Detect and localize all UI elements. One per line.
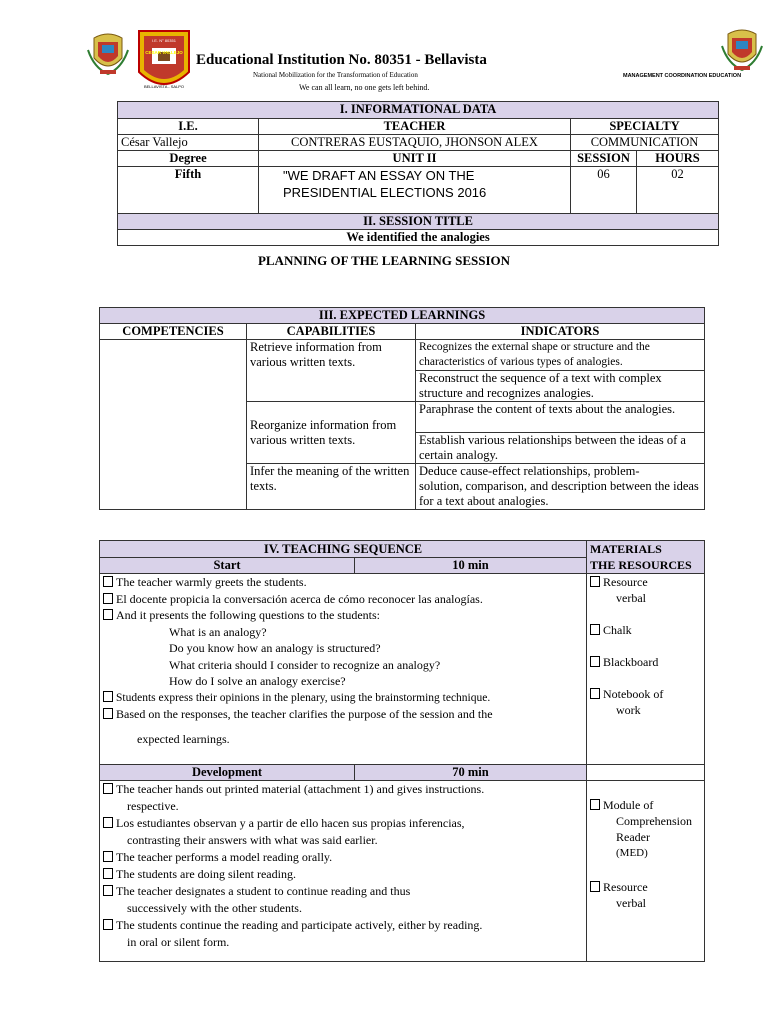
material-module: Module of [590,797,701,813]
school-logo-text-bottom: BELLAVISTA - SALPO [143,84,185,89]
col-session: SESSION [571,151,637,167]
start-content [100,574,587,765]
session-title-value: We identified the analogies [118,230,719,246]
school-logo-text-mid: CESAR VALLEJO [145,50,183,55]
col-indicators: INDICATORS [416,324,705,340]
unit-title-line-1: "WE DRAFT AN ESSAY ON THE [283,168,475,183]
checkbox-icon [103,868,113,879]
indicator-4: Establish various relationships between the ideas of a certain analogy. [416,433,705,464]
left-crest-logo [86,28,130,78]
section-informational-data: I. INFORMATIONAL DATA [118,102,719,119]
expected-learnings-table [99,307,705,510]
capability-2: Reorganize information from various written texts. [247,402,416,464]
indicator-5-line-2: solution, comparison, and description between the ideas for a text about analogies. [419,479,699,508]
indicator-2: Reconstruct the sequence of a text with complex structure and recognizes analogies. [416,371,705,402]
col-ie: I.E. [118,119,259,135]
management-label: MANAGEMENT COORDINATION EDUCATION [623,73,742,79]
indicator-5 [416,464,705,510]
unit-title-line-2: PRESIDENTIAL ELECTIONS 2016 [283,185,487,200]
material-reader: Reader [616,830,650,844]
material-blackboard: Blackboard [590,654,701,670]
start-item-1: The teacher warmly greets the students. [103,574,583,591]
institution-title: Educational Institution No. 80351 - Bellavista [196,52,487,68]
start-time: 10 min [355,558,587,574]
material-med: (MED) [616,847,648,859]
col-hours: HOURS [637,151,719,167]
dev-item-6-cont: in oral or silent form. [127,935,230,949]
checkbox-icon [103,817,113,828]
material-notebook: Notebook of [590,686,701,702]
informational-data-table [117,101,719,246]
capability-3: Infer the meaning of the written texts. [247,464,416,510]
material-verbal-2: verbal [616,896,646,910]
right-crest-logo [720,24,764,74]
material-resource: Resource [590,574,701,590]
specialty-value: COMMUNICATION [571,135,719,151]
section-expected-learnings: III. EXPECTED LEARNINGS [100,308,705,324]
teaching-sequence-table [99,540,705,962]
checkbox-icon [103,708,113,719]
start-label: Start [100,558,355,574]
checkbox-icon [103,919,113,930]
checkbox-icon [103,576,113,587]
session-value: 06 [571,167,637,214]
materials-header-line-1: MATERIALS [590,542,662,556]
development-label: Development [100,765,355,781]
start-item-3: And it presents the following questions to the students: [103,607,583,624]
material-resource-2: Resource [590,879,701,895]
degree-value: Fifth [118,167,259,214]
checkbox-icon [590,881,600,892]
development-header-blank [587,765,705,781]
competencies-cell [100,340,247,510]
dev-item-2-cont: contrasting their answers with what was said earlier. [127,833,378,847]
planning-title: PLANNING OF THE LEARNING SESSION [257,253,511,268]
section-session-title: II. SESSION TITLE [118,214,719,230]
checkbox-icon [103,783,113,794]
start-item-4: Students express their opinions in the plenary, using the brainstorming technique. [103,690,583,707]
start-materials [587,574,705,765]
capability-1: Retrieve information from various written texts. [247,340,416,402]
institution-motto: We can all learn, no one gets left behind. [299,83,430,92]
dev-item-6: The students continue the reading and participate actively, either by reading. [103,917,583,934]
hours-value: 02 [637,167,719,214]
material-work: work [616,703,641,717]
teacher-value: CONTRERAS EUSTAQUIO, JHONSON ALEX [259,135,571,151]
dev-item-1-cont: respective. [127,799,179,813]
checkbox-icon [590,624,600,635]
section-teaching-sequence: IV. TEACHING SEQUENCE [100,541,587,558]
col-degree: Degree [118,151,259,167]
checkbox-icon [590,576,600,587]
checkbox-icon [590,656,600,667]
col-specialty: SPECIALTY [571,119,719,135]
question-4: How do I solve an analogy exercise? [169,674,346,688]
question-3: What criteria should I consider to recognize an analogy? [169,657,441,672]
school-logo-text-top: I.E. N° 80351 [152,38,176,43]
unit-title [259,167,571,214]
start-item-2: El docente propicia la conversación acerca de cómo reconocer las analogías. [103,591,583,608]
checkbox-icon [590,799,600,810]
dev-item-2: Los estudiantes observan y a partir de ello hacen sus propias inferencias, [103,815,583,832]
development-time: 70 min [355,765,587,781]
dev-item-5: The teacher designates a student to continue reading and thus [103,883,583,900]
materials-header [587,541,705,574]
development-materials [587,781,705,962]
question-1: What is an analogy? [169,624,267,639]
question-2: Do you know how an analogy is structured? [169,641,381,655]
dev-item-1: The teacher hands out printed material (attachment 1) and gives instructions. [103,781,583,798]
checkbox-icon [103,609,113,620]
dev-item-4: The students are doing silent reading. [103,866,583,883]
start-item-5-cont: expected learnings. [137,731,230,746]
dev-item-5-cont: successively with the other students. [127,901,302,915]
development-content [100,781,587,962]
indicator-5-line-1: Deduce cause-effect relationships, problem- [419,464,640,478]
checkbox-icon [103,851,113,862]
resources-header: THE RESOURCES [590,558,692,572]
col-competencies: COMPETENCIES [100,324,247,340]
ie-value: César Vallejo [118,135,259,151]
start-item-5: Based on the responses, the teacher clarifies the purpose of the session and the [103,706,583,723]
checkbox-icon [103,885,113,896]
checkbox-icon [103,691,113,702]
indicator-1: Recognizes the external shape or structure and the characteristics of various types of analogies. [416,340,705,371]
col-teacher: TEACHER [259,119,571,135]
indicator-3: Paraphrase the content of texts about the analogies. [416,402,705,433]
col-capabilities: CAPABILITIES [247,324,416,340]
checkbox-icon [103,593,113,604]
material-comprehension: Comprehension [616,814,693,828]
checkbox-icon [590,688,600,699]
dev-item-3: The teacher performs a model reading orally. [103,849,583,866]
material-chalk: Chalk [590,622,701,638]
institution-subtitle: National Mobilization for the Transformation of Education [253,71,418,79]
material-verbal: verbal [616,591,646,605]
col-unit: UNIT II [259,151,571,167]
